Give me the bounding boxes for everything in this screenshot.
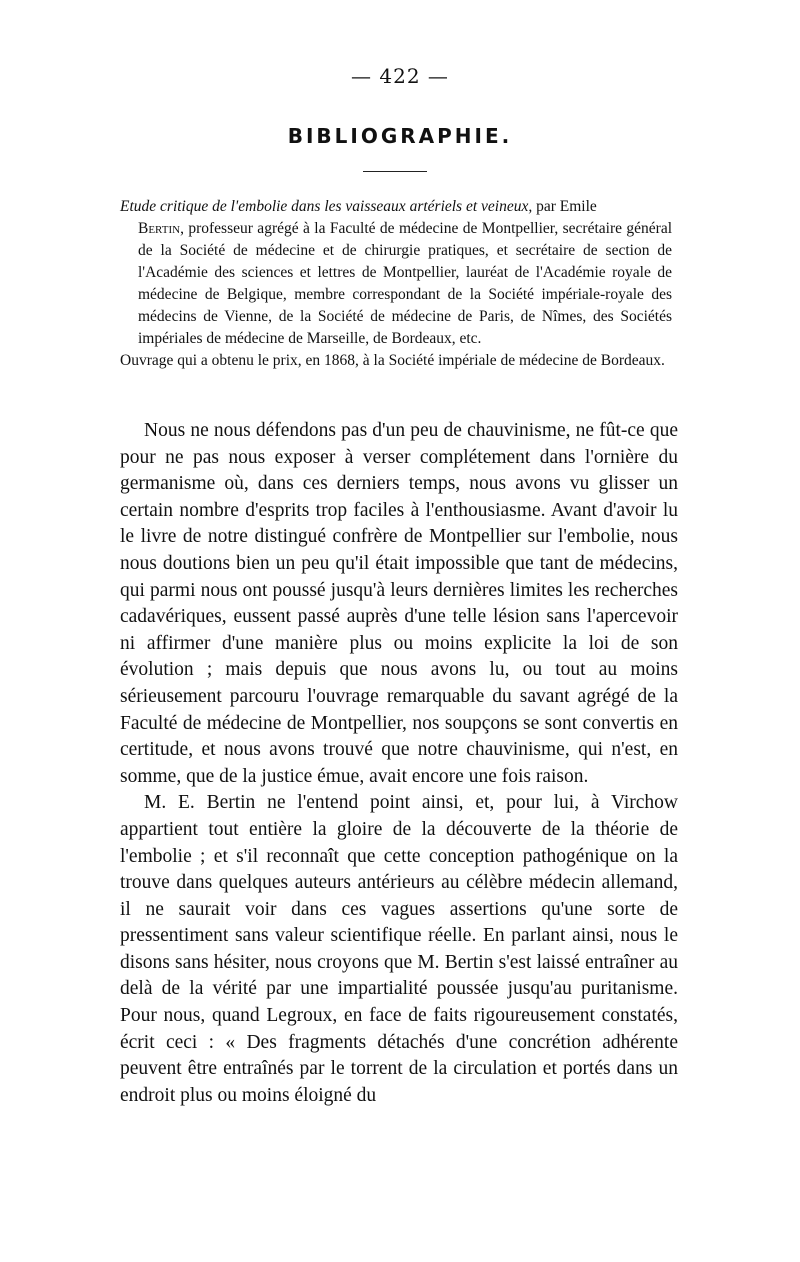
section-heading: BIBLIOGRAPHIE.: [287, 124, 513, 148]
prize-note-text: Ouvrage qui a obtenu le prix, en 1868, à la Société impériale de médecine de Bordeaux.: [120, 352, 665, 369]
bibliography-citation: [120, 196, 672, 350]
book-title: Etude critique de l'embolie dans les vaisseaux artériels et veineux,: [120, 198, 533, 215]
paragraph-2: M. E. Bertin ne l'entend point ainsi, et, pour lui, à Virchow appartient tout entière la gloire de la découverte de la théorie de l'embolie ; et s'il reconnaît que cette conception pathogénique on la trouve dans quelques auteurs antérieurs au célèbre médecin allemand, il ne saurait voir dans ces vagues assertions qu'une sorte de pressentiment sans valeur scientifique réelle. En parlant ainsi, nous le disons sans hésiter, nous croyons que M. Bertin s'est laissé entraîner au delà de la vérité par une impartialité poussée jusqu'au puritanisme. Pour nous, quand Legroux, en face de faits rigoureusement constatés, écrit ceci : « Des fragments détachés d'une concrétion adhérente peuvent être entraînés par le torrent de la circulation et portés dans un endroit plus ou moins éloigné du: [120, 792, 678, 1106]
page-number: — 422 —: [351, 64, 449, 88]
prize-note: [120, 350, 672, 372]
body-text: [120, 418, 678, 1109]
paragraph-1: Nous ne nous défendons pas d'un peu de chauvinisme, ne fût-ce que pour ne pas nous exposer à verser complétement dans l'ornière du germanisme où, dans ces derniers temps, nous avons vu glisser un certain nombre d'esprits trop faciles à l'enthousiasme. Avant d'avoir lu le livre de notre distingué confrère de Montpellier sur l'embolie, nous nous doutions bien un peu qu'il était impossible que tant de médecins, qui parmi nous ont poussé jusqu'à leurs dernières limites les recherches cadavériques, eussent passé auprès d'une telle lésion sans l'apercevoir ni affirmer d'une manière plus ou moins explicite la loi de son évolution ; mais depuis que nous avons lu, ou tout au moins sérieusement parcouru l'ouvrage remarquable du savant agrégé de la Faculté de médecine de Montpellier, nos soupçons se sont convertis en certitude, et nous avons trouvé que notre chauvinisme, qui n'est, en somme, que de la justice émue, avait encore une fois raison.: [120, 420, 678, 787]
author-name: Bertin: [138, 220, 181, 237]
heading-rule: [363, 171, 427, 172]
bibliography-entry: [120, 196, 672, 372]
author-intro: par Emile: [532, 198, 597, 215]
author-details: , professeur agrégé à la Faculté de médecine de Montpellier, secrétaire général de la Société de médecine et de chirurgie pratiques, et secrétaire de section de l'Académie des sciences et lettres de Montpellier, lauréat de l'Académie royale de médecine de Belgique, membre correspondant de la Société impériale-royale des médecins de Vienne, de la Société de médecine de Paris, de Nîmes, des Sociétés impériales de médecine de Marseille, de Bordeaux, etc.: [138, 220, 672, 347]
